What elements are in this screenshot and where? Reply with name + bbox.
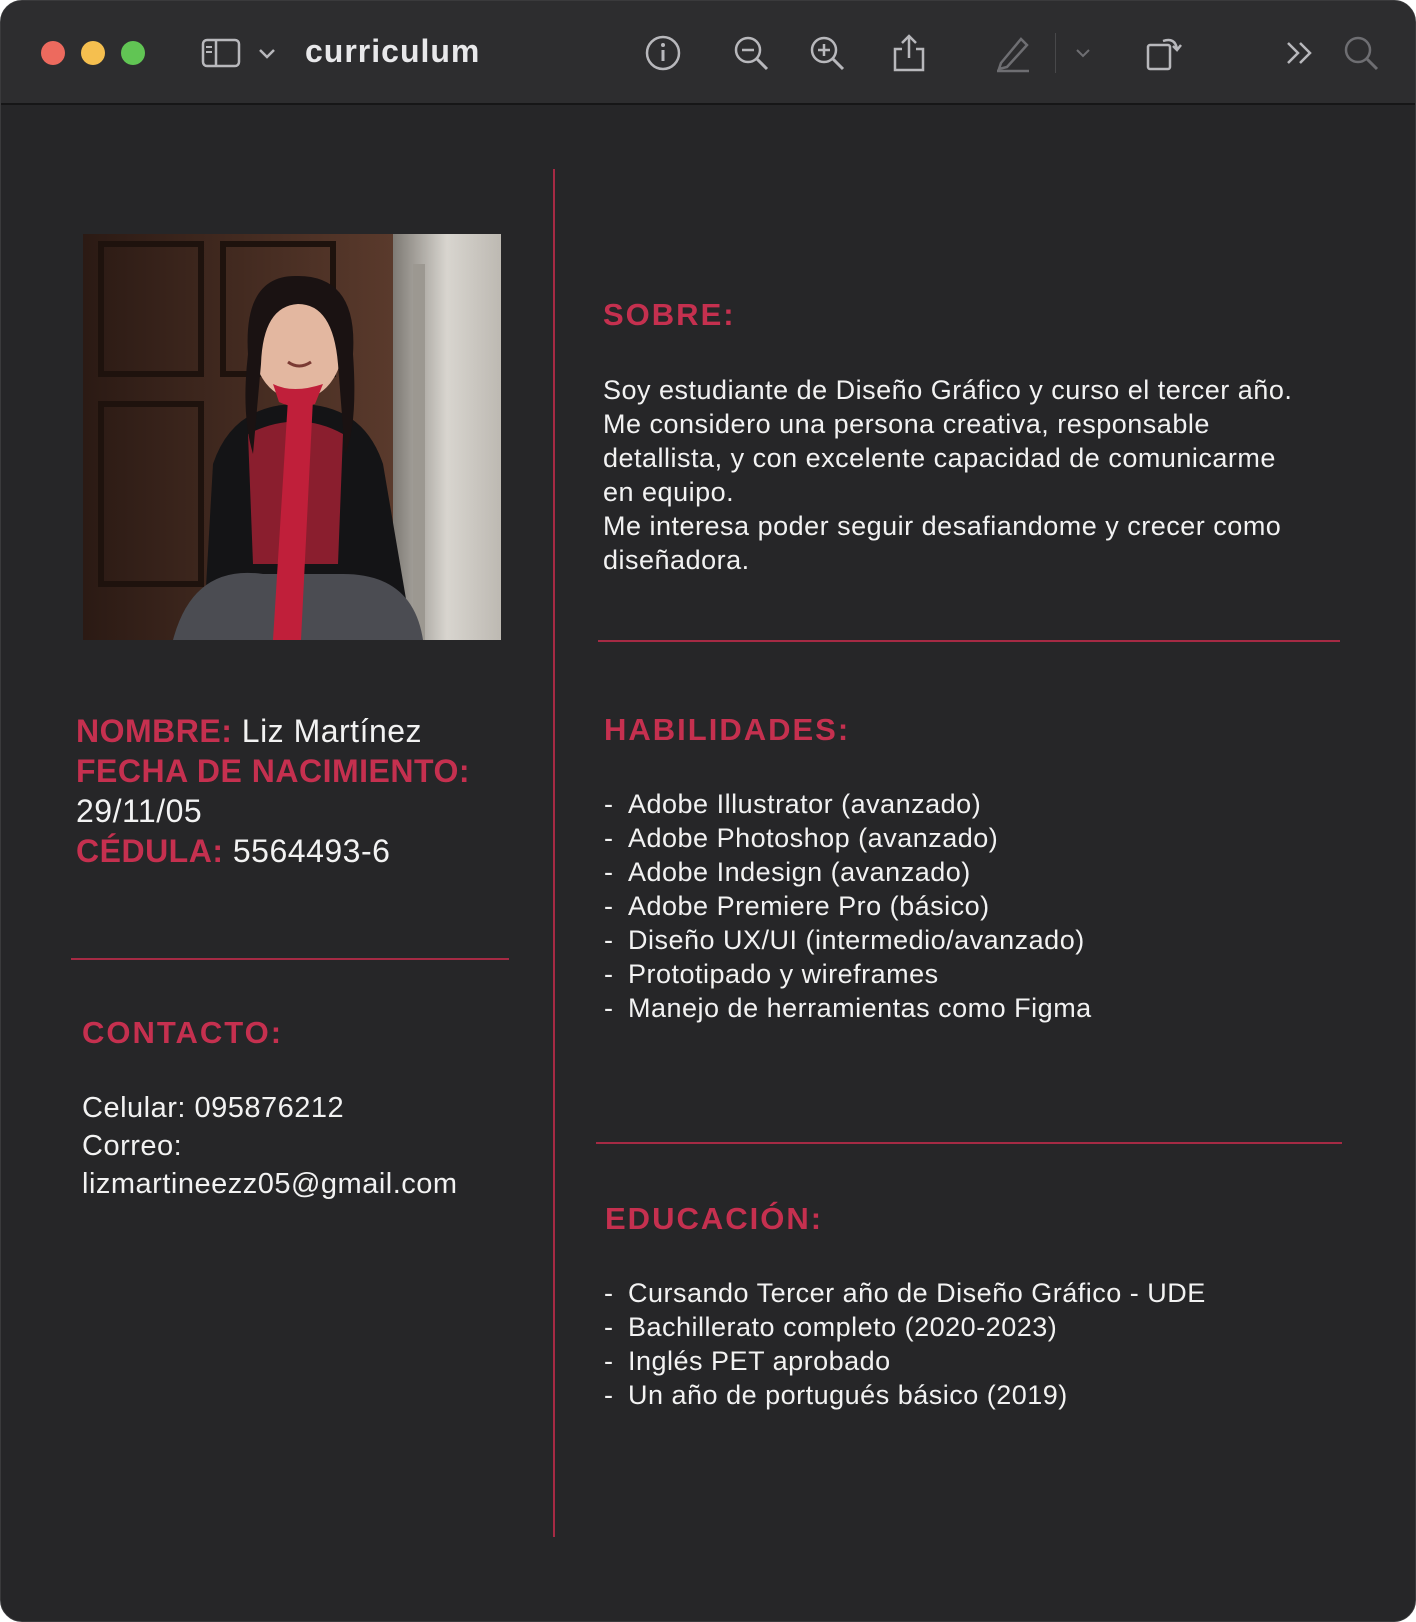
toolbar-separator	[1055, 33, 1056, 73]
id-value: 5564493-6	[232, 833, 391, 869]
left-divider	[71, 958, 509, 960]
education-title: EDUCACIÓN:	[605, 1201, 824, 1236]
skills-title: HABILIDADES:	[604, 712, 851, 747]
search-icon[interactable]	[1339, 31, 1383, 75]
profile-photo	[83, 234, 501, 640]
birth-value: 29/11/05	[76, 793, 203, 829]
share-icon[interactable]	[887, 31, 931, 75]
name-value: Liz Martínez	[241, 713, 423, 749]
info-icon[interactable]	[641, 31, 685, 75]
about-text	[603, 373, 1363, 577]
toolbar	[1, 1, 1416, 105]
list-item: - Bachillerato completo (2020-2023)	[604, 1310, 1364, 1344]
list-item: - Adobe Illustrator (avanzado)	[604, 787, 1364, 821]
list-item: - Diseño UX/UI (intermedio/avanzado)	[604, 923, 1364, 957]
document-page	[1, 107, 1416, 1622]
rotate-icon[interactable]	[1141, 31, 1185, 75]
close-window-button[interactable]	[41, 41, 65, 65]
zoom-window-button[interactable]	[121, 41, 145, 65]
contact-title: CONTACTO:	[82, 1015, 284, 1050]
list-item: - Un año de portugués básico (2019)	[604, 1378, 1364, 1412]
sidebar-toggle-icon[interactable]	[199, 31, 243, 75]
about-line: detallista, y con excelente capacidad de comunicarme	[603, 443, 1276, 473]
about-divider	[598, 640, 1340, 642]
email-link[interactable]: lizmartineezz05@gmail.com	[82, 1168, 458, 1200]
markup-pencil-icon[interactable]	[991, 31, 1035, 75]
about-line: diseñadora.	[603, 545, 750, 575]
about-line: Me considero una persona creativa, responsable	[603, 409, 1210, 439]
list-item: - Adobe Premiere Pro (básico)	[604, 889, 1364, 923]
email-label: Correo:	[82, 1130, 183, 1162]
about-line: Me interesa poder seguir desafiandome y crecer como	[603, 511, 1282, 541]
skills-list	[604, 787, 1364, 1025]
markup-chevron-down-icon[interactable]	[1061, 31, 1105, 75]
about-title: SOBRE:	[603, 297, 736, 332]
zoom-in-icon[interactable]	[805, 31, 849, 75]
list-item: - Adobe Indesign (avanzado)	[604, 855, 1364, 889]
chevron-down-icon[interactable]	[245, 31, 289, 75]
personal-info	[76, 711, 546, 871]
list-item: - Adobe Photoshop (avanzado)	[604, 821, 1364, 855]
birth-label: FECHA DE NACIMIENTO:	[76, 753, 470, 789]
about-line: Soy estudiante de Diseño Gráfico y curso el tercer año.	[603, 375, 1293, 405]
minimize-window-button[interactable]	[81, 41, 105, 65]
education-list	[604, 1276, 1364, 1412]
list-item: - Prototipado y wireframes	[604, 957, 1364, 991]
zoom-out-icon[interactable]	[729, 31, 773, 75]
document-title: curriculum	[305, 33, 481, 69]
name-label: NOMBRE:	[76, 713, 233, 749]
list-item: - Inglés PET aprobado	[604, 1344, 1364, 1378]
list-item: - Manejo de herramientas como Figma	[604, 991, 1364, 1025]
column-divider	[553, 169, 555, 1537]
list-item: - Cursando Tercer año de Diseño Gráfico - UDE	[604, 1276, 1364, 1310]
contact-block	[82, 1089, 552, 1203]
id-label: CÉDULA:	[76, 833, 224, 869]
skills-divider	[596, 1142, 1342, 1144]
about-line: en equipo.	[603, 477, 735, 507]
phone-text: Celular: 095876212	[82, 1092, 345, 1124]
more-chevrons-icon[interactable]	[1277, 31, 1321, 75]
